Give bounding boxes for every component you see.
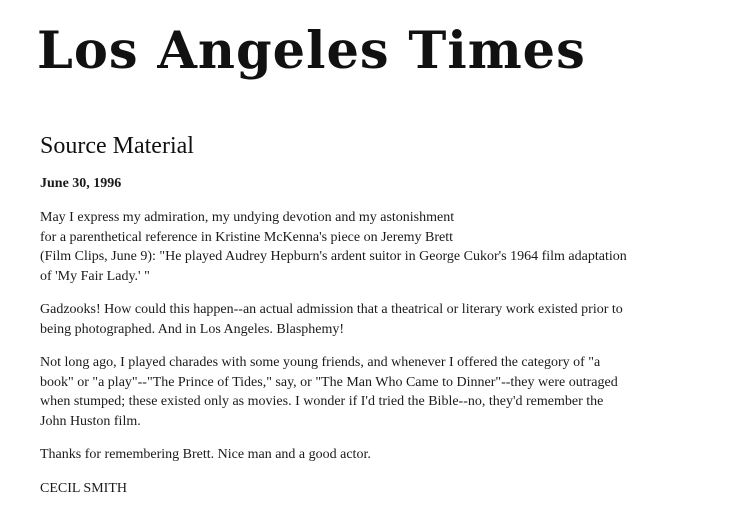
author-signature: CECIL SMITH [40, 480, 127, 496]
paragraph-4 [40, 445, 730, 465]
article-date: June 30, 1996 [40, 176, 122, 191]
paragraph-2 [40, 300, 730, 339]
paragraph-line: Thanks for remembering Brett. Nice man and a good actor. [40, 447, 371, 462]
paragraph-line: when stumped; these existed only as movies. I wonder if I'd tried the Bible--no, they'd remember the [40, 394, 604, 409]
paragraph-line: for a parenthetical reference in Kristine McKenna's piece on Jeremy Brett [40, 229, 453, 245]
masthead-logo: Los Angeles Times [37, 21, 586, 81]
paragraph-line: Gadzooks! How could this happen--an actual admission that a theatrical or literary work existed prior to [40, 302, 623, 317]
paragraph-1 [40, 208, 730, 286]
paragraph-line: John Huston film. [40, 413, 141, 429]
paragraph-line: (Film Clips, June 9): "He played Audrey Hepburn's ardent suitor in George Cukor's 1964 film adaptation [40, 249, 627, 264]
article-title: Source Material [40, 133, 194, 159]
paragraph-line: of 'My Fair Lady.' " [40, 268, 150, 284]
paragraph-line: May I express my admiration, my undying devotion and my astonishment [40, 210, 455, 225]
paragraph-3 [40, 353, 730, 431]
paragraph-line: being photographed. And in Los Angeles. Blasphemy! [40, 321, 345, 337]
paragraph-line: book" or "a play"--"The Prince of Tides," say, or "The Man Who Came to Dinner"--they were outraged [40, 374, 618, 390]
article-body [40, 208, 730, 498]
paragraph-line: Not long ago, I played charades with some young friends, and whenever I offered the category of "a [40, 355, 601, 370]
